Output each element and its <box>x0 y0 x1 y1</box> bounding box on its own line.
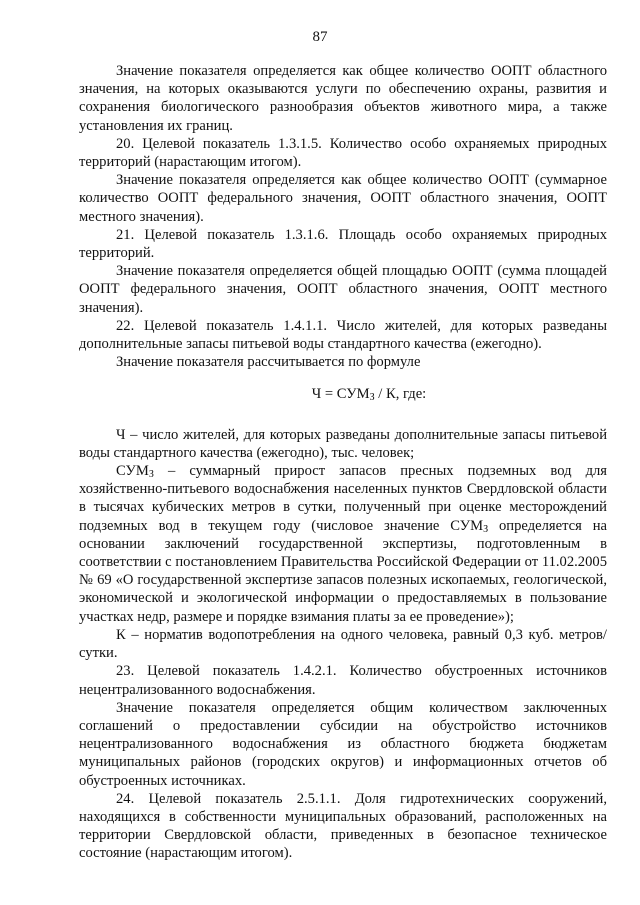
paragraph-indicator-21-title: 21. Целевой показатель 1.3.1.6. Площадь особо охраняемых природных территорий. <box>79 226 607 262</box>
paragraph-variable-ch: Ч – число жителей, для которых разведаны дополнительные запасы питьевой воды стандартного качества (ежегодно), тыс. человек; <box>79 426 607 461</box>
paragraph-indicator-description-1: Значение показателя определяется как общее количество ООПТ областного значения, на которых оказываются услуги по обеспечению охраны, развития и сохранения биологического разнообразия объектов животного мира, а также установления их границ. <box>79 63 607 134</box>
document-body <box>79 62 607 863</box>
paragraph-indicator-24-title: 24. Целевой показатель 2.5.1.1. Доля гидротехнических сооружений, находящихся в собственности муниципальных образований, расположенных на территории Свердловской области, приведенных в безопасное техническое состояние (нарастающим итогом). <box>79 790 607 862</box>
paragraph-variable-sum <box>79 462 607 626</box>
variable-sum-name: СУМ <box>116 463 149 480</box>
paragraph-indicator-23-title: 23. Целевой показатель 1.4.2.1. Количество обустроенных источников нецентрализованного водоснабжения. <box>79 663 607 698</box>
paragraph-formula-intro: Значение показателя рассчитывается по формуле <box>116 354 421 371</box>
paragraph-variable-k: К – норматив водопотребления на одного человека, равный 0,3 куб. метров/сутки. <box>79 626 607 662</box>
paragraph-indicator-21-description: Значение показателя определяется общей площадью ООПТ (сумма площадей ООПТ федерального значения, ООПТ областного значения, ООПТ местного значения). <box>79 263 607 316</box>
variable-sum-subscript-2: З <box>483 523 489 535</box>
formula-right: / К, где: <box>374 386 427 403</box>
paragraph-indicator-22-title: 22. Целевой показатель 1.4.1.1. Число жителей, для которых разведаны дополнительные запасы питьевой воды стандартного качества (ежегодно). <box>79 317 607 353</box>
paragraph-indicator-20-title: 20. Целевой показатель 1.3.1.5. Количество особо охраняемых природных территорий (нарастающим итогом). <box>79 135 607 171</box>
paragraph-indicator-20-description: Значение показателя определяется как общее количество ООПТ (суммарное количество ООПТ федерального значения, ООПТ областного значения, ООПТ местного значения). <box>79 172 607 225</box>
formula-left: Ч = СУМ <box>311 386 370 403</box>
formula <box>79 385 607 403</box>
formula-subscript: З <box>369 392 375 404</box>
paragraph-indicator-23-description: Значение показателя определяется общим количеством заключенных соглашений о предоставлении субсидии на обустройство источников нецентрализованного водоснабжения из областного бюджета бюджетам муниципальных районов (городских округов) и информационных отчетов об обустроенных источниках. <box>79 699 607 789</box>
page-number: 87 <box>312 29 328 45</box>
variable-sum-subscript: З <box>148 469 154 481</box>
variable-sum-text-2: определяется на основании заключений государственной экспертизы, подготовленным в соответствии с постановлением Правительства Российской Федерации от 11.02.2005 № 69 «О государственной экспертизе запасов полезных ископаемых, геологической, экономической и экологической информации о предоставляемых в пользование участках недр, размере и порядке взимания платы за ее проведение»); <box>79 517 607 625</box>
variable-sum-text: – суммарный прирост запасов пресных подземных вод для хозяйственно-питьевого водоснабжения населенных пунктов Свердловской области в тысячах кубических метров в сутки, полученный при оценке месторождений подземных вод в текущем году (числовое значение СУМ <box>79 463 607 534</box>
